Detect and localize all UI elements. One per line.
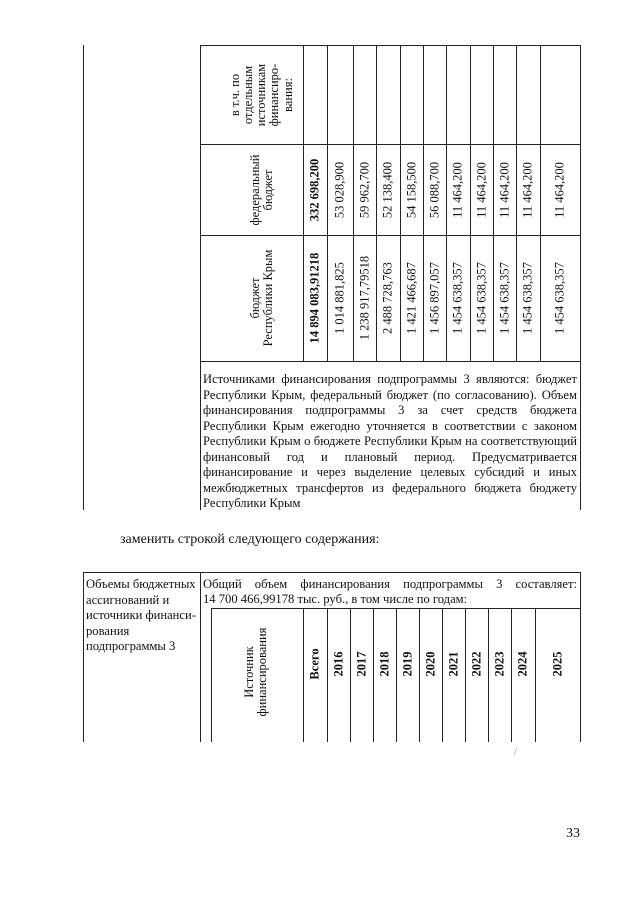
year-header: 2020 xyxy=(422,651,437,677)
page-number: 33 xyxy=(566,826,580,841)
header-federal: федеральный бюджет xyxy=(247,154,275,226)
year-col-line xyxy=(580,608,581,742)
header-budget-rk: бюджет Республики Крым xyxy=(247,249,275,347)
inner-table-bottom xyxy=(200,361,580,362)
federal-value: 59 962,700 xyxy=(356,161,371,219)
inner-table-row2 xyxy=(200,235,580,236)
year-col-line xyxy=(373,608,374,742)
federal-value: 11 464,200 xyxy=(496,162,511,218)
budget-rk-value: 1 456 897,057 xyxy=(426,262,441,334)
inner-col-line xyxy=(493,45,494,361)
total-line-1: Общий объем финансирования подпрограммы 3 составляет: xyxy=(203,577,577,591)
budget-rk-value: 1 454 638,357 xyxy=(473,262,488,334)
inner-table-row1 xyxy=(200,144,580,145)
federal-value: 56 088,700 xyxy=(426,161,441,219)
budget-rk-value: 1 454 638,357 xyxy=(520,262,535,334)
inner-col-line xyxy=(400,45,401,361)
inner-header-left xyxy=(211,608,212,742)
top-table-left-border xyxy=(83,45,84,510)
year-header: 2016 xyxy=(330,651,345,677)
year-header: 2022 xyxy=(468,651,483,677)
year-header: 2024 xyxy=(515,651,530,677)
year-header: 2018 xyxy=(376,651,391,677)
year-col-line xyxy=(442,608,443,742)
source-header: Источник финансирования xyxy=(241,627,269,717)
federal-value: 11 464,200 xyxy=(450,162,465,218)
sources-paragraph xyxy=(203,372,577,512)
inner-col-line xyxy=(303,45,304,361)
total-line-2: 14 700 466,99178 тыс. руб., в том числе по годам: xyxy=(203,592,468,606)
inner-col-line xyxy=(353,45,354,361)
header-other-sources: в т.ч. по отдельным источникам финансиро- вания: xyxy=(228,63,295,127)
budget-rk-value: 1 238 917,79518 xyxy=(356,255,371,341)
year-header: 2019 xyxy=(399,651,414,677)
inner-col-line xyxy=(516,45,517,361)
stray-mark: / xyxy=(514,747,517,758)
year-header: 2017 xyxy=(353,651,368,677)
budget-rk-value: 1 454 638,357 xyxy=(496,262,511,334)
federal-value: 11 464,200 xyxy=(520,162,535,218)
federal-value: 53 028,900 xyxy=(332,161,347,219)
replace-instruction: заменить строкой следующего содержания: xyxy=(120,532,380,547)
inner-table-top xyxy=(200,45,580,46)
bottom-left-label: Объемы бюджетных ассигнований и источники финанси-рования подпрограммы 3 xyxy=(86,577,196,653)
federal-value: 54 158,500 xyxy=(403,161,418,219)
year-col-line xyxy=(465,608,466,742)
year-header: 2025 xyxy=(549,651,564,677)
federal-value: 11 464,200 xyxy=(473,162,488,218)
year-header: 2023 xyxy=(491,651,506,677)
top-table-divider xyxy=(200,45,201,510)
budget-rk-value: 1 014 881,825 xyxy=(332,262,347,334)
year-col-line xyxy=(488,608,489,742)
top-table-right-border xyxy=(580,45,581,510)
year-col-line xyxy=(350,608,351,742)
bottom-table-top xyxy=(83,572,580,573)
year-col-line xyxy=(396,608,397,742)
sources-text: Источниками финансирования подпрограммы 3 являются: бюджет Республики Крым, федеральный бюджет (по согласованию). Объем финансирования подпрограммы 3 за счет средств бюджета Республики Крым ежегодно уточняется в соответствии с законом Республики Крым о бюджете Республики Крым на соответствующий финансовый год и плановый период. Предусматривается финансирование и через выделение целевых субсидий и иных межбюджетных трансфертов из федерального бюджета бюджету Республики Крым xyxy=(203,372,577,510)
budget-rk-value: 2 488 728,763 xyxy=(380,262,395,334)
federal-value: 52 138,400 xyxy=(380,161,395,219)
budget-rk-value: 1 454 638,357 xyxy=(552,262,567,334)
budget-rk-value: 1 421 466,687 xyxy=(403,262,418,334)
inner-col-line xyxy=(423,45,424,361)
federal-value: 332 698,200 xyxy=(307,158,322,222)
year-header: Всего xyxy=(307,648,322,680)
year-col-line xyxy=(511,608,512,742)
year-col-line xyxy=(419,608,420,742)
year-col-line xyxy=(303,608,304,742)
inner-col-line xyxy=(470,45,471,361)
bottom-table-divider xyxy=(200,572,201,742)
inner-col-line xyxy=(446,45,447,361)
year-header: 2021 xyxy=(445,651,460,677)
year-col-line xyxy=(535,608,536,742)
inner-col-line xyxy=(327,45,328,361)
budget-rk-value: 14 894 083,91218 xyxy=(307,252,322,344)
year-col-line xyxy=(327,608,328,742)
federal-value: 11 464,200 xyxy=(552,162,567,218)
inner-col-line xyxy=(540,45,541,361)
budget-rk-value: 1 454 638,357 xyxy=(450,262,465,334)
inner-col-line xyxy=(376,45,377,361)
bottom-table-left-border xyxy=(83,572,84,742)
